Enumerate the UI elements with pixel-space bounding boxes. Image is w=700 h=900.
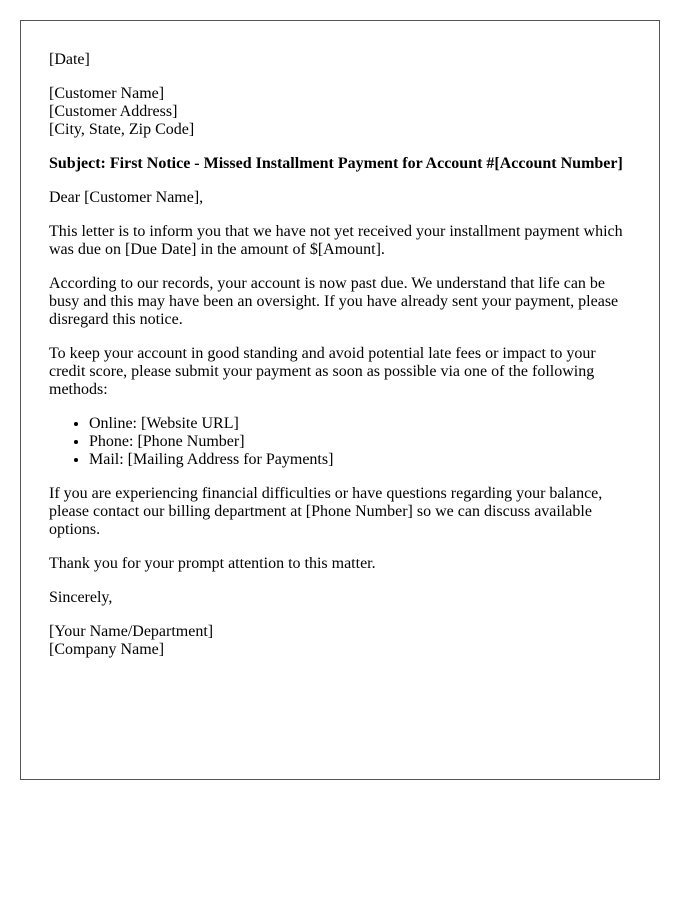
- signature-block: [49, 623, 631, 659]
- payment-method-online: • Online: [Website URL]: [89, 415, 631, 433]
- salutation: Dear [Customer Name],: [49, 189, 204, 206]
- recipient-city-state-zip: [City, State, Zip Code]: [49, 121, 195, 138]
- sign-off: Sincerely,: [49, 589, 113, 606]
- letter-date: [Date]: [49, 51, 90, 68]
- payment-method-mail: • Mail: [Mailing Address for Payments]: [89, 451, 631, 469]
- payment-methods-list: [49, 415, 631, 469]
- letter-subject: Subject: First Notice - Missed Installment Payment for Account #[Account Number]: [49, 155, 623, 172]
- paragraph-thank-you: Thank you for your prompt attention to this matter.: [49, 555, 376, 572]
- recipient-name: [Customer Name]: [49, 85, 165, 102]
- recipient-address: [Customer Address]: [49, 103, 178, 120]
- paragraph-financial-difficulties: If you are experiencing financial difficulties or have questions regarding your balance, please contact our billing department at [Phone Number] so we can discuss available options.: [49, 485, 603, 538]
- payment-method-phone: • Phone: [Phone Number]: [89, 433, 631, 451]
- paragraph-payment-request: To keep your account in good standing and avoid potential late fees or impact to your credit score, please submit your payment as soon as possible via one of the following methods:: [49, 345, 596, 398]
- signature-name: [Your Name/Department]: [49, 623, 214, 640]
- recipient-address-block: [49, 85, 631, 139]
- letter-page: [20, 20, 660, 780]
- paragraph-notice: This letter is to inform you that we have not yet received your installment payment which was due on [Due Date] in the amount of $[Amount].: [49, 223, 623, 258]
- paragraph-past-due: According to our records, your account is now past due. We understand that life can be busy and this may have been an oversight. If you have already sent your payment, please disregard this notice.: [49, 275, 619, 328]
- signature-company: [Company Name]: [49, 641, 165, 658]
